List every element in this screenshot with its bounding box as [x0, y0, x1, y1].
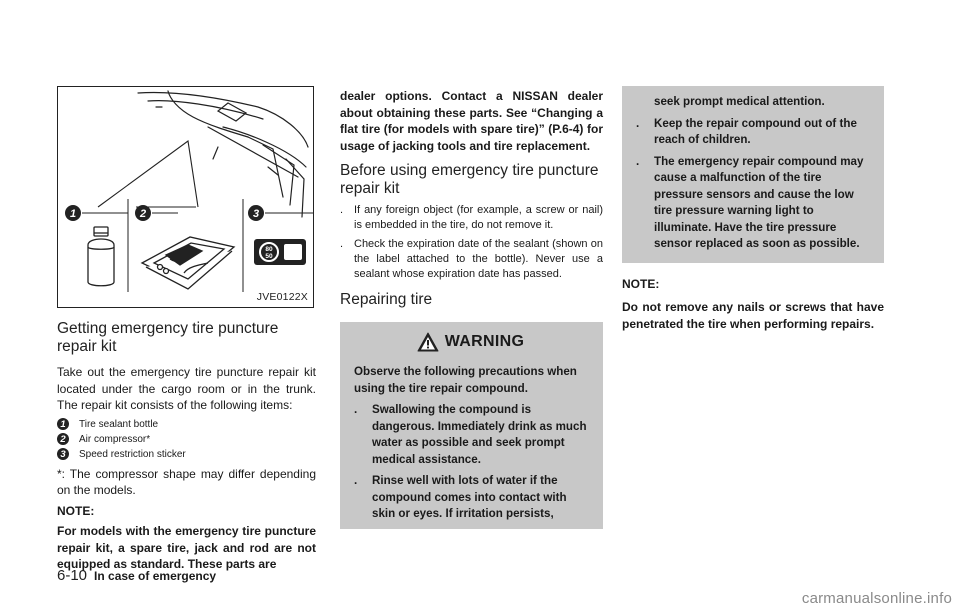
list-item	[57, 447, 316, 462]
note-continued: dealer options. Contact a NISSAN dealer about obtaining these parts. See “Changing a flat tire (for models with spare tire)” (P.6-4) for usage of jacking tools and tire replacement.	[340, 89, 603, 153]
repair-kit-figure	[57, 86, 314, 308]
warning-continued-text: seek prompt medical attention.	[654, 95, 825, 108]
note-label: NOTE:	[57, 503, 95, 518]
sealant-bottle-drawing	[88, 227, 114, 286]
repair-kit-illustration	[58, 87, 315, 309]
page-footer	[57, 567, 216, 584]
note-label: NOTE:	[622, 276, 660, 291]
before-using-list	[340, 203, 603, 282]
footnote: *: The compressor shape may differ depending on the models.	[57, 466, 316, 497]
section-heading-getting-kit: Getting emergency tire puncture repair kit	[57, 320, 279, 355]
column-left	[57, 86, 316, 573]
item-label: Air compressor*	[79, 433, 151, 445]
number-badge-icon: 2	[57, 433, 69, 445]
figure-code: JVE0122X	[256, 291, 308, 303]
column-right	[622, 86, 884, 332]
list-item: . The emergency repair compound may cause a malfunction of the tire pressure sensors and cause the low tire pressure warning light to illuminate. Have the tire pressure sensor replaced as soon as possible.	[636, 154, 864, 250]
warning-title: WARNING	[444, 333, 525, 350]
list-item: . Swallowing the compound is dangerous. Immediately drink as much water as possible and seek prompt medical assistance.	[354, 403, 587, 466]
callout-1: 1	[69, 208, 77, 220]
note-text: For models with the emergency tire puncture repair kit, a spare tire, jack and rod are not equipped as standard. These parts are	[57, 524, 316, 571]
kit-items-list	[57, 417, 316, 462]
speed-sticker-drawing	[254, 239, 306, 265]
warning-header	[354, 332, 587, 352]
item-label: Speed restriction sticker	[79, 448, 186, 460]
warning-intro: Observe the following precautions when using the tire repair compound.	[354, 365, 577, 395]
watermark: carmanualsonline.info	[801, 590, 952, 607]
list-item: . If any foreign object (for example, a screw or nail) is embedded in the tire, do not remove it.	[340, 204, 603, 231]
section-heading-before-using: Before using emergency tire puncture repair kit	[340, 162, 599, 197]
callout-3: 3	[252, 208, 260, 220]
warning-box-continued	[622, 86, 884, 263]
intro-paragraph: Take out the emergency tire puncture repair kit located under the cargo room or in the trunk. The repair kit consists of the following items:	[57, 365, 316, 412]
list-item: . Rinse well with lots of water if the compound comes into contact with skin or eyes. If irritation persists,	[354, 474, 567, 520]
number-badge-icon: 1	[57, 418, 69, 430]
list-item	[57, 432, 316, 447]
list-item: . Keep the repair compound out of the reach of children.	[636, 116, 857, 146]
list-item	[57, 417, 316, 432]
item-label: Tire sealant bottle	[79, 418, 159, 430]
list-item: . Check the expiration date of the sealant (shown on the label attached to the bottle). Never use a sealant whose expiration date has passed.	[340, 238, 603, 280]
sticker-top-text: 80	[265, 246, 273, 253]
air-compressor-drawing	[142, 237, 234, 289]
warning-box	[340, 322, 603, 529]
section-heading-repairing: Repairing tire	[340, 291, 433, 308]
callout-2: 2	[139, 208, 147, 220]
note-text: Do not remove any nails or screws that have penetrated the tire when performing repairs.	[622, 300, 884, 331]
chapter-title: In case of emergency	[94, 569, 217, 583]
number-badge-icon: 3	[57, 448, 69, 460]
column-middle	[340, 88, 603, 529]
page-number: 6-10	[57, 567, 88, 584]
sticker-bottom-text: 50	[265, 253, 273, 260]
warning-triangle-icon	[417, 332, 439, 352]
